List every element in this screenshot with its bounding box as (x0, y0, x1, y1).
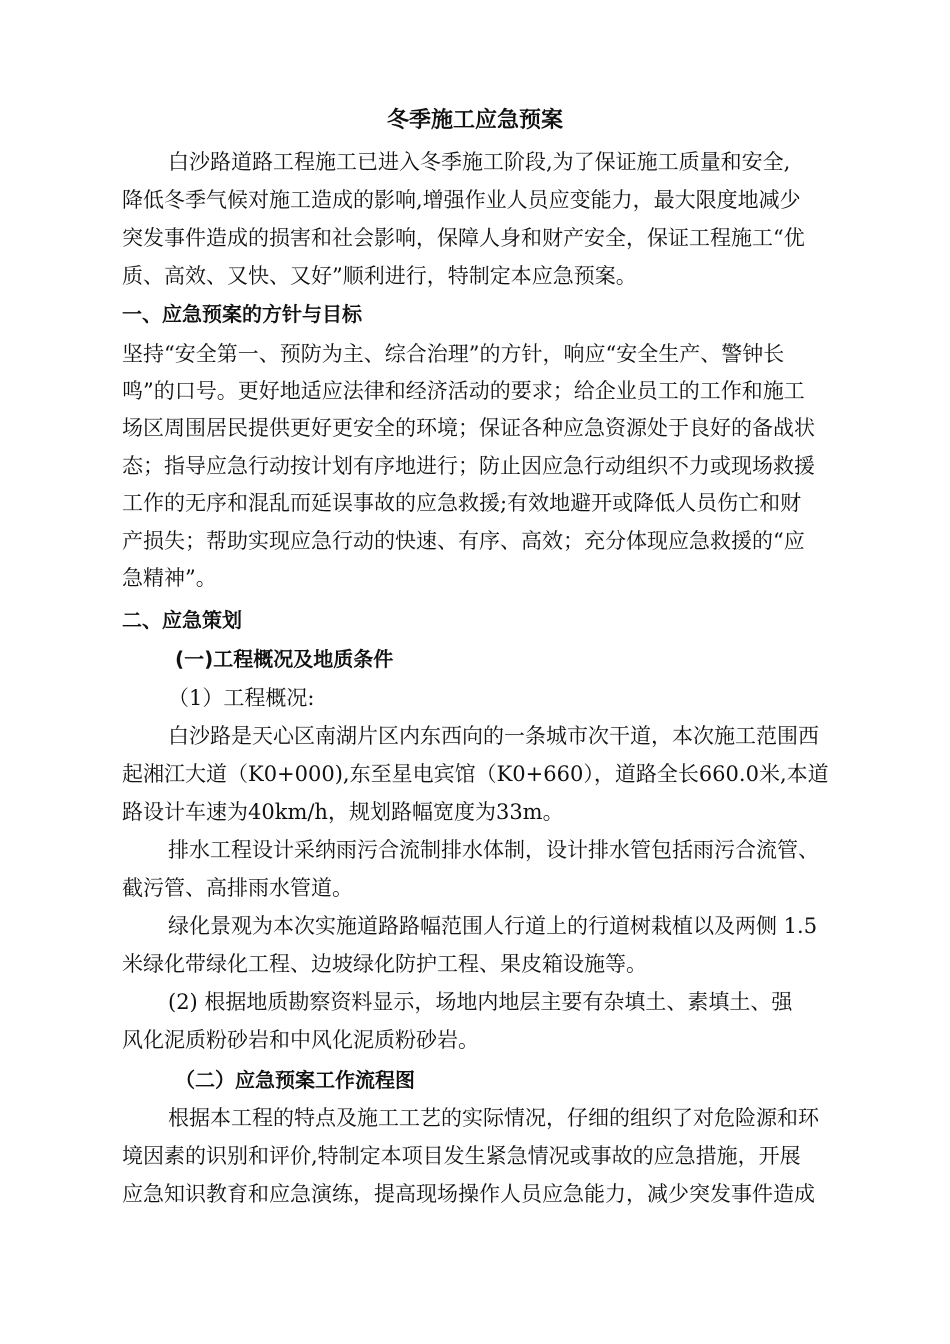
intro-line: 突发事件造成的损害和社会影响，保障人身和财产安全，保证工程施工“优 (122, 226, 805, 250)
body-line: 鸣”的口号。更好地适应法律和经济活动的要求；给企业员工的工作和施工 (122, 379, 805, 403)
body-line: 绿化景观为本次实施道路路幅范围人行道上的行道树栽植以及两侧 1.5 (168, 914, 818, 938)
body-line: 米绿化带绿化工程、边坡绿化防护工程、果皮箱设施等。 (122, 952, 647, 976)
intro-line: 白沙路道路工程施工已进入冬季施工阶段,为了保证施工质量和安全, (168, 150, 791, 174)
body-line: 场区周围居民提供更好更安全的环境；保证各种应急资源处于良好的备战状 (122, 416, 815, 440)
subsection-heading: (一)工程概况及地质条件 (175, 647, 394, 671)
body-line: 急精神”。 (122, 566, 217, 590)
body-line: 白沙路是天心区南湖片区内东西向的一条城市次干道，本次施工范围西 (168, 724, 819, 748)
section-heading: 二、应急策划 (122, 608, 242, 632)
body-line: 应急知识教育和应急演练，提高现场操作人员应急能力，减少突发事件造成 (122, 1182, 815, 1206)
body-line: 路设计车速为40km/h，规划路幅宽度为33m。 (122, 800, 564, 824)
body-line: 工作的无序和混乱而延误事故的应急救援;有效地避开或降低人员伤亡和财 (122, 491, 802, 515)
document-title: 冬季施工应急预案 (386, 108, 563, 133)
section-heading: 一、应急预案的方针与目标 (122, 302, 362, 326)
body-line: 排水工程设计采纳雨污合流制排水体制，设计排水管包括雨污合流管、 (168, 838, 819, 862)
body-line: (2) 根据地质勘察资料显示，场地内地层主要有杂填土、素填土、强 (168, 990, 793, 1014)
subsection-heading: （二）应急预案工作流程图 (175, 1068, 415, 1092)
body-line: 起湘江大道（K0+000),东至星电宾馆（K0+660），道路全长660.0米,本道 (122, 762, 829, 786)
intro-line: 质、高效、又快、又好”顺利进行，特制定本应急预案。 (122, 264, 637, 288)
item-label: （1）工程概况: (168, 686, 315, 710)
body-line: 态；指导应急行动按计划有序地进行；防止因应急行动组织不力或现场救援 (122, 454, 815, 478)
body-line: 根据本工程的特点及施工工艺的实际情况，仔细的组织了对危险源和环 (168, 1106, 819, 1130)
body-line: 风化泥质粉砂岩和中风化泥质粉砂岩。 (122, 1028, 479, 1052)
body-line: 境因素的识别和评价,特制定本项目发生紧急情况或事故的应急措施，开展 (122, 1144, 801, 1168)
body-line: 坚持“安全第一、预防为主、综合治理”的方针，响应“安全生产、警钟长 (122, 342, 785, 366)
body-line: 产损失；帮助实现应急行动的快速、有序、高效；充分体现应急救援的“应 (122, 529, 805, 553)
intro-line: 降低冬季气候对施工造成的影响,增强作业人员应变能力，最大限度地减少 (122, 188, 801, 212)
body-line: 截污管、高排雨水管道。 (122, 876, 353, 900)
